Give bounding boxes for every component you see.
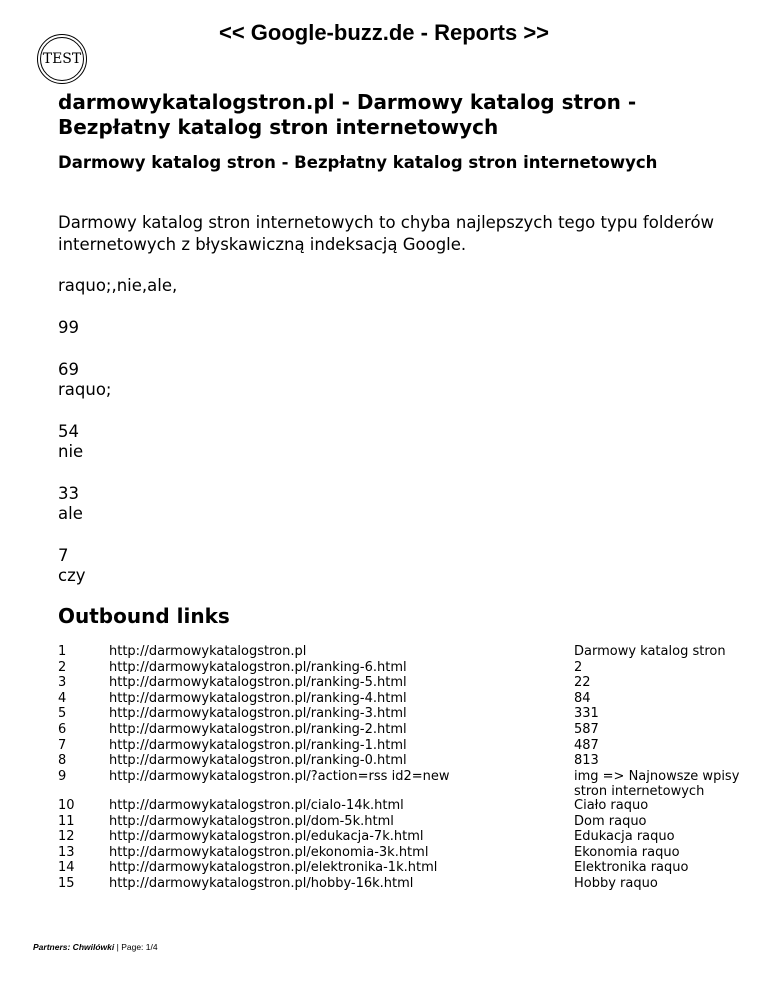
link-number: 11 bbox=[58, 813, 75, 829]
partners-link[interactable]: Partners: Chwilówki bbox=[33, 942, 115, 952]
link-url[interactable]: http://darmowykatalogstron.pl/dom-5k.html bbox=[109, 813, 394, 829]
link-anchor-text: 22 bbox=[574, 675, 591, 691]
link-anchor-text: 813 bbox=[574, 753, 599, 769]
link-number: 9 bbox=[58, 768, 67, 784]
link-url[interactable]: http://darmowykatalogstron.pl/elektronika-1k.html bbox=[109, 860, 438, 876]
link-anchor-text: Ciało raquo bbox=[574, 798, 649, 813]
keyword-word: raquo; bbox=[58, 380, 112, 399]
link-url[interactable]: http://darmowykatalogstron.pl/ranking-2.html bbox=[109, 722, 407, 737]
keyword-stats bbox=[58, 276, 177, 586]
link-anchor-text: 587 bbox=[574, 722, 599, 737]
keyword-word: czy bbox=[58, 566, 86, 585]
link-url[interactable]: http://darmowykatalogstron.pl/ranking-1.html bbox=[109, 737, 407, 753]
report-header-title: << Google-buzz.de - Reports >> bbox=[218, 20, 550, 45]
link-url[interactable]: http://darmowykatalogstron.pl/ranking-5.html bbox=[109, 675, 407, 691]
link-number: 7 bbox=[58, 737, 67, 753]
intro-paragraph: Darmowy katalog stron internetowych to chyba najlepszych tego typu folderów internetowych z błyskawiczną indeksacją Google. bbox=[58, 213, 715, 254]
page-number: | Page: 1/4 bbox=[116, 942, 158, 952]
page-subtitle: Darmowy katalog stron - Bezpłatny katalog stron internetowych bbox=[58, 153, 658, 172]
link-number: 10 bbox=[58, 798, 75, 813]
link-number: 3 bbox=[58, 675, 67, 691]
link-anchor-text: Darmowy katalog stron bbox=[574, 644, 726, 659]
link-url[interactable]: http://darmowykatalogstron.pl/cialo-14k.html bbox=[109, 798, 404, 813]
link-url[interactable]: http://darmowykatalogstron.pl/ranking-3.html bbox=[109, 706, 407, 722]
link-url[interactable]: http://darmowykatalogstron.pl/ekonomia-3k.html bbox=[109, 844, 429, 860]
link-url[interactable]: http://darmowykatalogstron.pl/?action=rss id2=new bbox=[109, 768, 450, 784]
outbound-links-heading: Outbound links bbox=[58, 604, 230, 628]
keyword-value: 33 bbox=[58, 484, 79, 503]
keyword-summary: raquo;,nie,ale, bbox=[58, 276, 178, 295]
link-number: 14 bbox=[58, 860, 75, 876]
link-number: 1 bbox=[58, 644, 67, 659]
keyword-value: 54 bbox=[58, 422, 79, 441]
link-url[interactable]: http://darmowykatalogstron.pl/hobby-16k.html bbox=[109, 876, 414, 891]
link-number: 12 bbox=[58, 829, 75, 845]
link-number: 8 bbox=[58, 753, 67, 769]
keyword-value: 7 bbox=[58, 546, 69, 565]
link-url[interactable]: http://darmowykatalogstron.pl/ranking-4.html bbox=[109, 690, 407, 706]
keyword-word: ale bbox=[58, 504, 83, 523]
link-anchor-text: 84 bbox=[574, 690, 591, 706]
link-anchor-text: 487 bbox=[574, 737, 599, 753]
link-anchor-text: img => Najnowsze wpisy stron internetowych bbox=[574, 768, 740, 800]
link-url[interactable]: http://darmowykatalogstron.pl bbox=[109, 644, 307, 659]
link-anchor-text: Hobby raquo bbox=[574, 876, 658, 891]
link-anchor-text: Edukacja raquo bbox=[574, 829, 675, 845]
link-number: 2 bbox=[58, 659, 67, 675]
link-number: 4 bbox=[58, 690, 67, 706]
page-title: darmowykatalogstron.pl - Darmowy katalog stron - Bezpłatny katalog stron internetowych bbox=[58, 90, 637, 139]
keyword-top-value: 99 bbox=[58, 318, 79, 337]
link-anchor-text: 2 bbox=[574, 659, 583, 675]
link-url[interactable]: http://darmowykatalogstron.pl/ranking-6.html bbox=[109, 659, 407, 675]
link-anchor-text: Dom raquo bbox=[574, 813, 647, 829]
page-footer bbox=[33, 942, 158, 952]
keyword-word: nie bbox=[58, 442, 84, 461]
link-anchor-text: Ekonomia raquo bbox=[574, 844, 680, 860]
keyword-value: 69 bbox=[58, 360, 79, 379]
link-url[interactable]: http://darmowykatalogstron.pl/ranking-0.html bbox=[109, 753, 407, 769]
link-anchor-text: Elektronika raquo bbox=[574, 860, 689, 876]
link-number: 5 bbox=[58, 706, 67, 722]
link-number: 15 bbox=[58, 876, 75, 891]
link-url[interactable]: http://darmowykatalogstron.pl/edukacja-7k.html bbox=[109, 829, 424, 845]
link-number: 13 bbox=[58, 844, 75, 860]
link-number: 6 bbox=[58, 722, 67, 737]
link-anchor-text: 331 bbox=[574, 706, 599, 722]
stamp-text: TEST bbox=[42, 51, 82, 67]
